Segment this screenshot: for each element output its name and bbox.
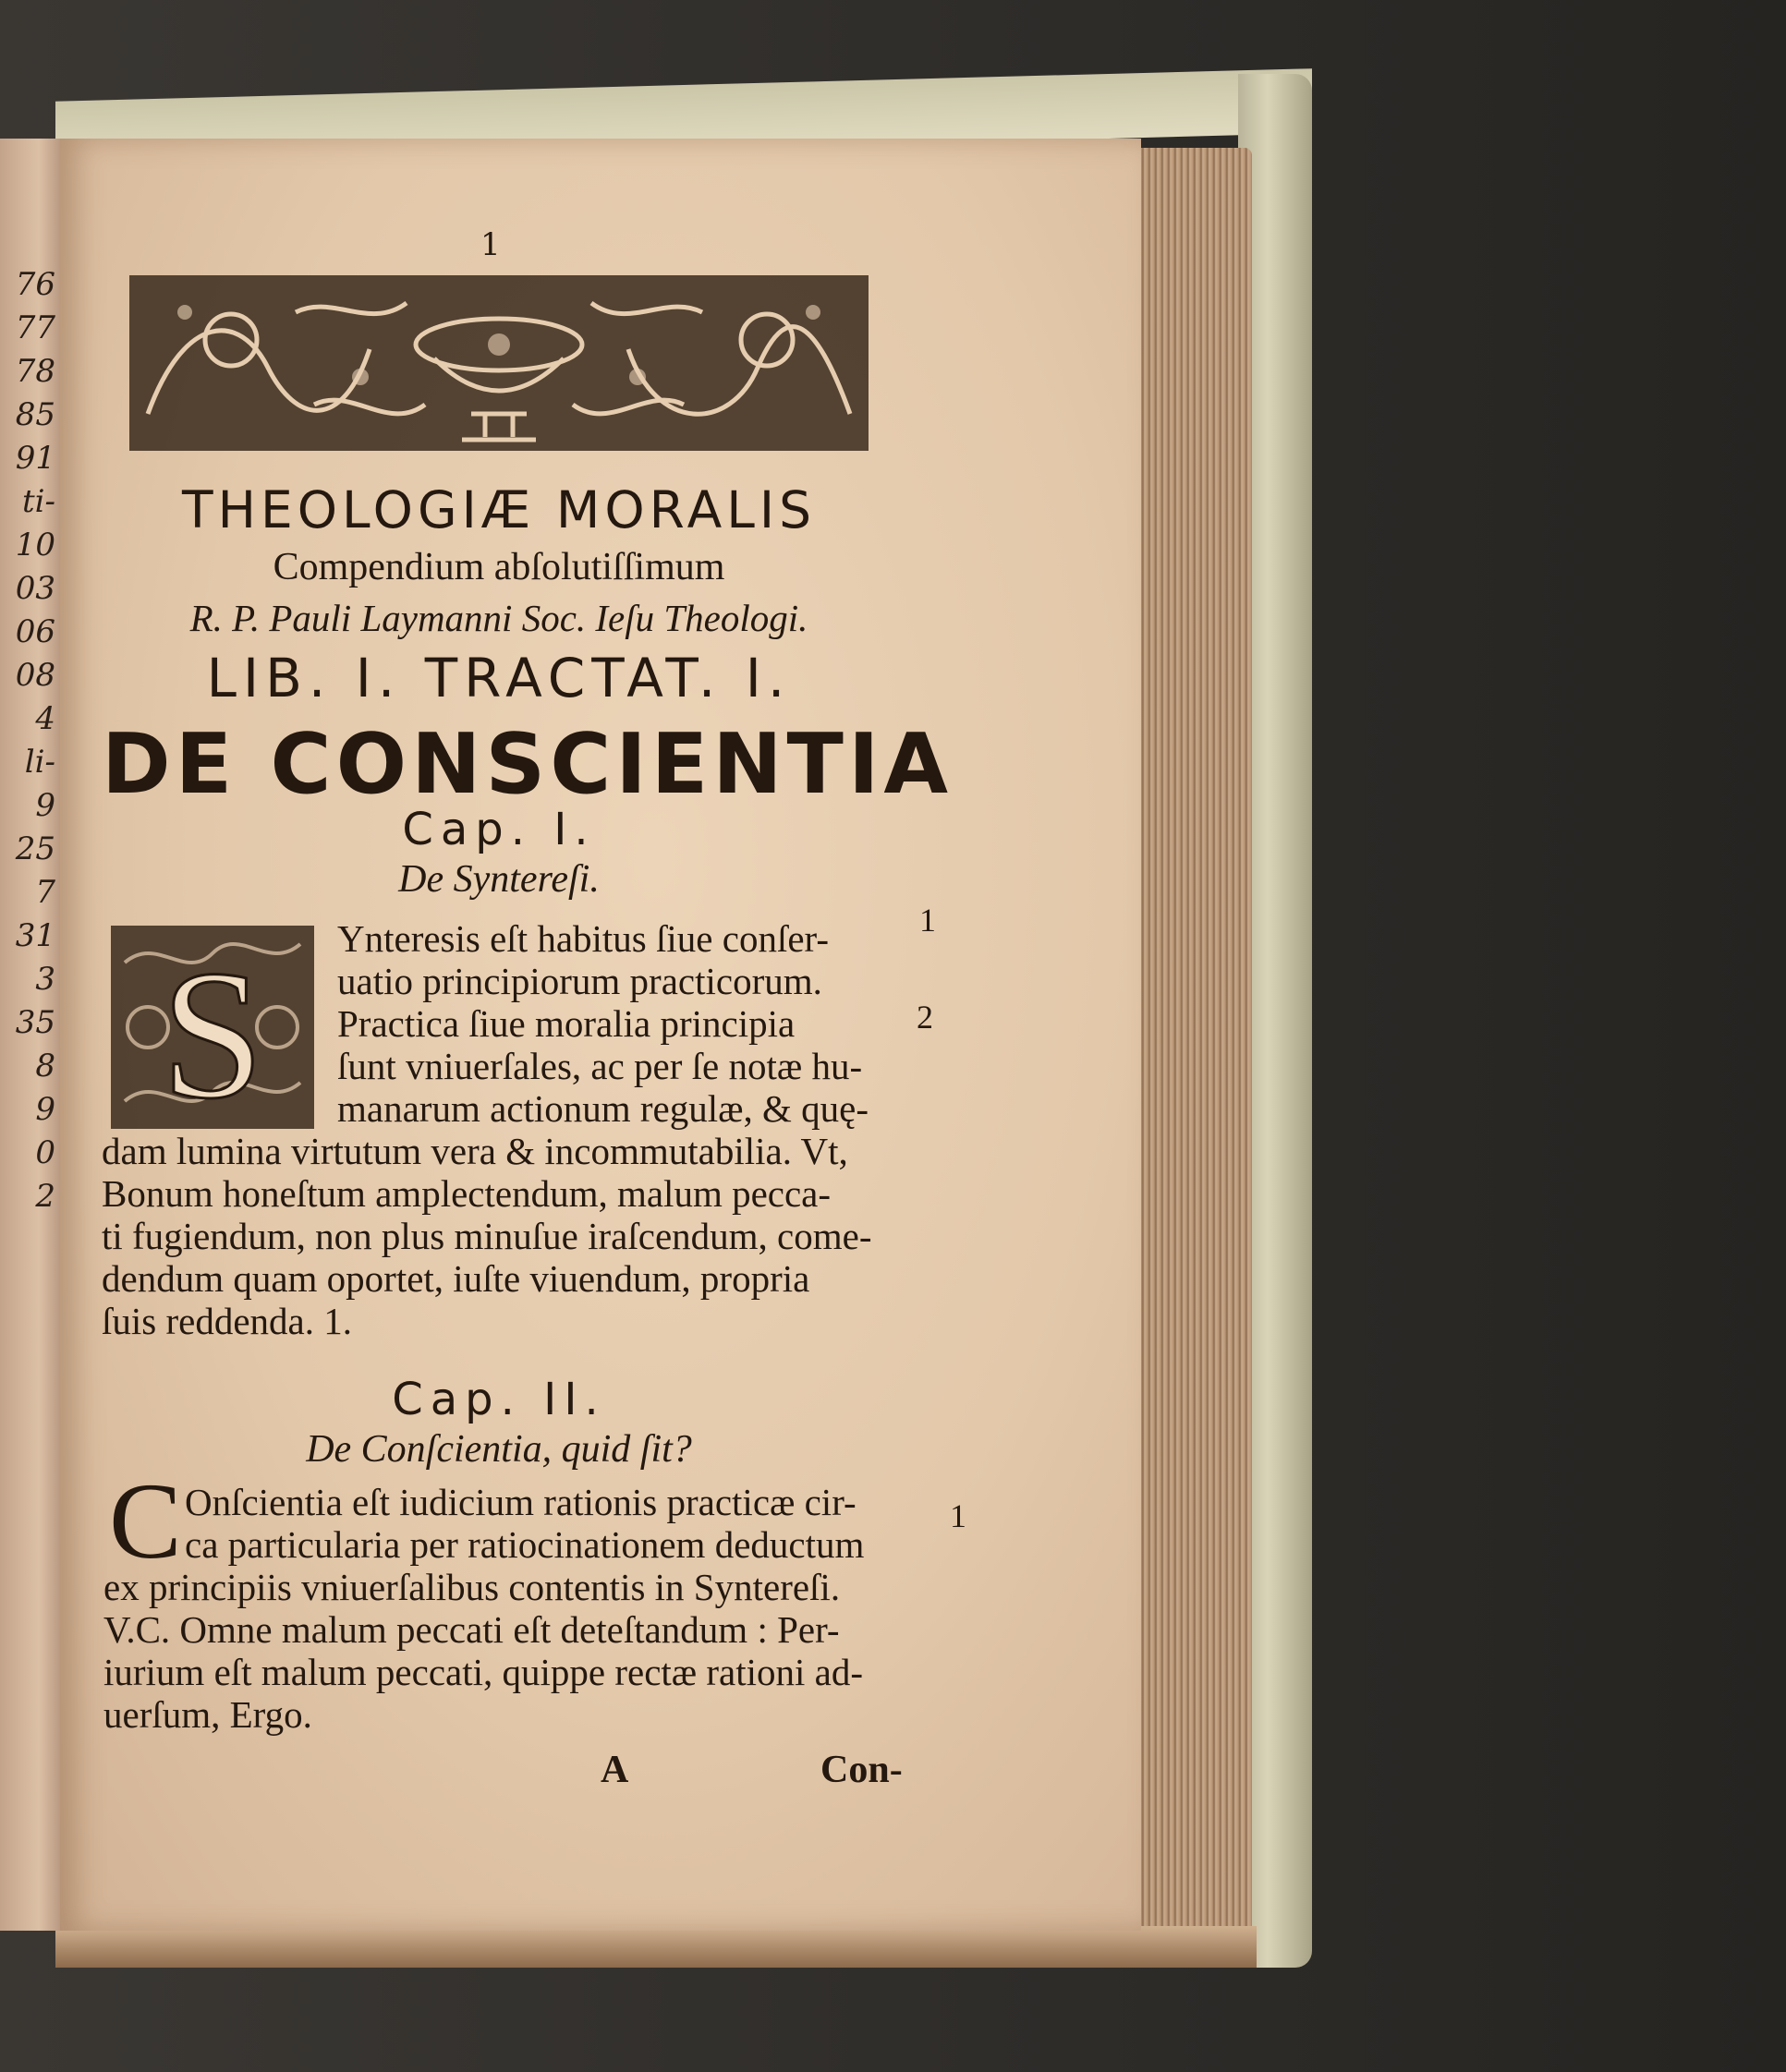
page-number: 1 (480, 226, 501, 263)
chapter-1-indented-text (337, 917, 869, 1130)
signature-mark: A (601, 1749, 629, 1791)
text-line: ſunt vniuerſales, ac per ſe notæ hu- (337, 1045, 863, 1087)
text-line: Onſcientia eſt iudicium rationis practicæ cir- (185, 1481, 857, 1523)
page-fore-edge (1132, 148, 1252, 1949)
margin-number: 1 (950, 1497, 966, 1534)
main-heading: DE CONSCIENTIA (102, 716, 954, 813)
chapter-1-heading: Cap. I. (402, 804, 596, 855)
book-tract-heading: LIB. I. TRACTAT. I. (206, 647, 792, 709)
margin-fragment: 0 (35, 1134, 55, 1171)
margin-fragment: 76 (15, 266, 55, 303)
ornamental-headpiece (129, 275, 869, 451)
author-line: R. P. Pauli Laymanni Soc. Ieſu Theologi. (189, 597, 808, 639)
margin-fragment: ti- (21, 483, 55, 520)
margin-fragment: 08 (15, 657, 55, 694)
margin-fragment: 25 (15, 830, 55, 867)
margin-fragment: 3 (35, 961, 55, 998)
margin-number: 2 (917, 999, 933, 1036)
book-title: THEOLOGIÆ MORALIS (182, 480, 816, 539)
svg-text:S: S (161, 933, 264, 1129)
text-line: V.C. Omne malum peccati eſt deteſtandum : Per- (103, 1608, 840, 1651)
margin-fragment: 31 (15, 917, 55, 954)
margin-fragment: 06 (15, 613, 55, 650)
margin-fragment: 03 (15, 570, 55, 607)
drop-initial-c: C (109, 1460, 182, 1581)
text-line: iurium eſt malum peccati, quippe rectæ rationi ad- (103, 1651, 864, 1693)
margin-fragment: 78 (15, 353, 55, 390)
margin-number: 1 (919, 902, 936, 939)
text-line: Practica ſiue moralia principia (337, 1002, 796, 1045)
book-subtitle: Compendium abſolutiſſimum (273, 546, 725, 588)
decorated-drop-initial-s (111, 926, 314, 1129)
catchword: Con- (820, 1749, 903, 1791)
text-line: Ynteresis eſt habitus ſiue conſer- (337, 917, 830, 960)
margin-fragment: 9 (35, 787, 55, 824)
chapter-2-full-text (103, 1566, 863, 1736)
margin-fragment: 85 (15, 396, 55, 433)
margin-fragment: 8 (35, 1048, 55, 1084)
text-line: uerſum, Ergo. (103, 1693, 312, 1736)
text-line: dam lumina virtutum vera & incommutabilia. Vt, (102, 1130, 848, 1172)
margin-fragment: 77 (15, 309, 55, 346)
chapter-2-indented-text (185, 1481, 864, 1566)
chapter-2-heading: Cap. II. (392, 1374, 606, 1425)
page-bottom-edge (55, 1926, 1257, 1968)
text-line: ti fugiendum, non plus minuſue iraſcendum, come- (102, 1215, 872, 1257)
margin-fragment: 4 (35, 700, 55, 737)
margin-fragment: li- (24, 744, 55, 781)
text-line: uatio principiorum practicorum. (337, 960, 822, 1002)
left-page-margin-fragments (0, 263, 65, 1218)
chapter-1-full-text (102, 1130, 872, 1342)
margin-fragment: 35 (15, 1004, 55, 1041)
margin-fragment: 2 (35, 1178, 55, 1215)
text-line: Bonum honeſtum amplectendum, malum pecca- (102, 1172, 832, 1215)
chapter-1-subheading: De Syntereſi. (398, 858, 600, 901)
text-line: dendum quam oportet, iuſte viuendum, propria (102, 1257, 810, 1300)
text-line: manarum actionum regulæ, & quę- (337, 1087, 869, 1130)
text-line: ca particularia per ratiocinationem deductum (185, 1523, 865, 1566)
margin-fragment: 10 (15, 527, 55, 563)
margin-fragment: 9 (35, 1091, 55, 1128)
text-line: ex principiis vniuerſalibus contentis in Syntereſi. (103, 1566, 841, 1608)
margin-fragment: 7 (35, 874, 55, 911)
text-line: ſuis reddenda. 1. (102, 1300, 352, 1342)
chapter-2-subheading: De Conſcientia, quid ſit? (306, 1428, 692, 1471)
margin-fragment: 91 (15, 440, 55, 477)
